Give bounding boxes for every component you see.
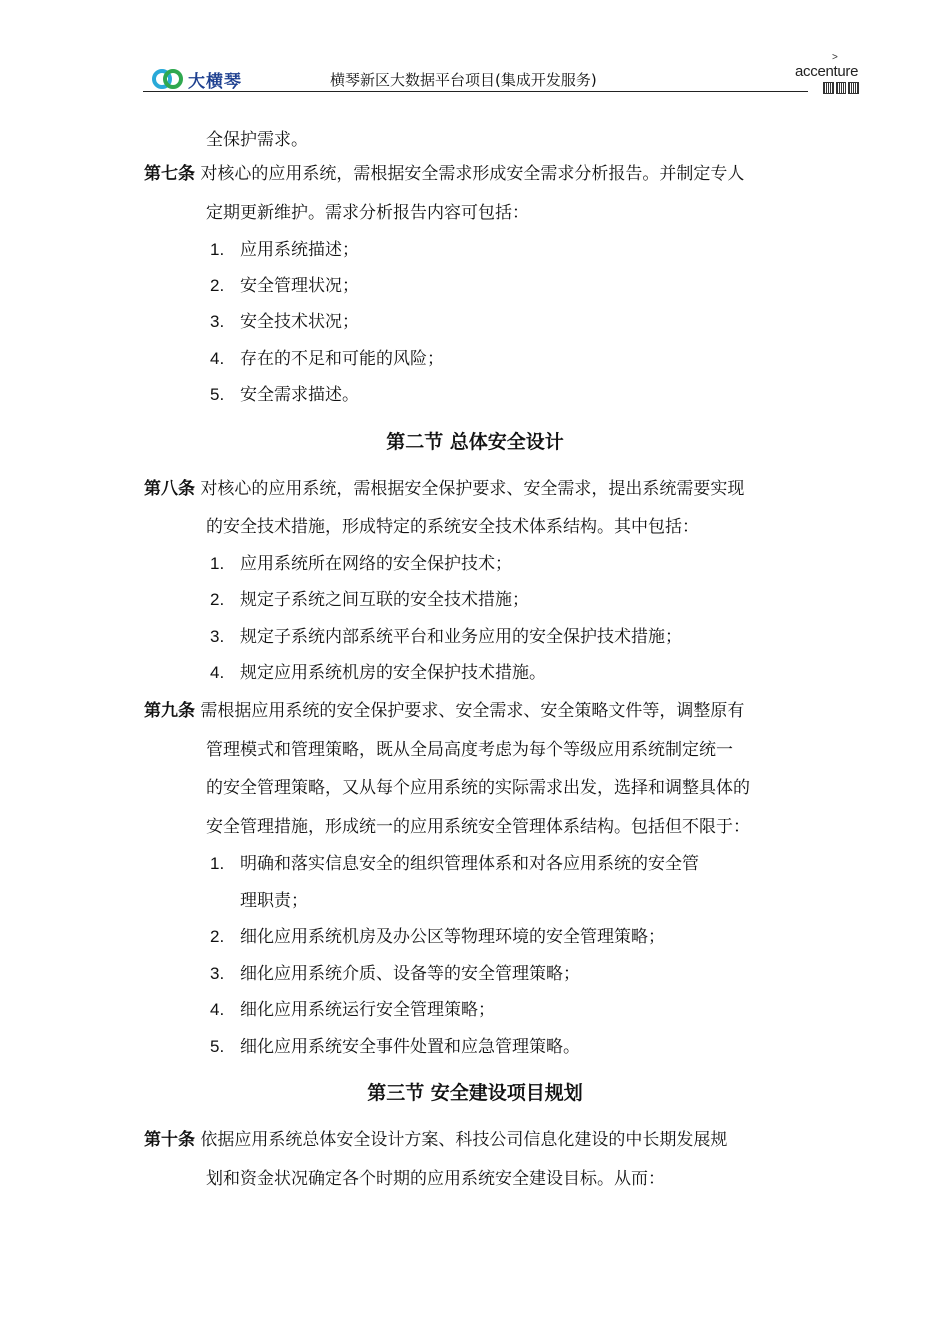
list-item-continuation: 理职责； (240, 891, 308, 911)
article-9-line-3: 的安全管理策略，又从每个应用系统的实际需求出发，选择和调整具体的 (206, 778, 750, 798)
article-8-line-1 (144, 478, 744, 500)
list-item: 细化应用系统运行安全管理策略； (240, 1000, 495, 1020)
hengqin-logo (152, 66, 242, 92)
list-number: 5. (210, 385, 225, 404)
article-8-line-2: 的安全技术措施，形成特定的系统安全技术体系结构。其中包括： (206, 517, 699, 537)
article-9-label: 第九条 (144, 701, 195, 721)
header-title: 横琴新区大数据平台项目(集成开发服务) (330, 71, 597, 89)
list-number: 2. (210, 276, 225, 295)
list-item: 安全管理状况； (240, 276, 359, 296)
list-item: 应用系统所在网络的安全保护技术； (240, 554, 512, 574)
list-number: 2. (210, 927, 225, 946)
article-10-text-1: 依据应用系统总体安全设计方案、科技公司信息化建设的中长期发展规 (200, 1130, 728, 1150)
accenture-logo-text: accenture (795, 63, 859, 80)
list-item: 安全需求描述。 (240, 385, 359, 405)
header-divider (143, 91, 808, 92)
list-number: 3. (210, 627, 225, 646)
list-number: 2. (210, 590, 225, 609)
article-7-label: 第七条 (144, 164, 195, 184)
list-item: 应用系统描述； (240, 240, 359, 260)
list-item: 细化应用系统介质、设备等的安全管理策略； (240, 964, 580, 984)
article-10-line-1 (144, 1129, 727, 1151)
list-number: 4. (210, 1000, 225, 1019)
list-item: 存在的不足和可能的风险； (240, 349, 444, 369)
list-item: 规定应用系统机房的安全保护技术措施。 (240, 663, 546, 683)
list-number: 1. (210, 554, 225, 573)
article-9-text-1: 需根据应用系统的安全保护要求、安全需求、安全策略文件等，调整原有 (200, 701, 745, 721)
page-header (0, 0, 950, 100)
article-7-line-1 (144, 163, 744, 185)
list-item: 规定子系统之间互联的安全技术措施； (240, 590, 529, 610)
list-number: 4. (210, 663, 225, 682)
article-7-text-1: 对核心的应用系统，需根据安全需求形成安全需求分析报告。并制定专人 (200, 164, 745, 184)
article-10-line-2: 划和资金状况确定各个时期的应用系统安全建设目标。从而： (206, 1169, 665, 1189)
article-7-line-2: 定期更新维护。需求分析报告内容可包括： (206, 203, 529, 223)
list-item: 安全技术状况； (240, 312, 359, 332)
article-9-line-4: 安全管理措施，形成统一的应用系统安全管理体系结构。包括但不限于： (206, 817, 750, 837)
article-8-text-1: 对核心的应用系统，需根据安全保护要求、安全需求，提出系统需要实现 (200, 479, 745, 499)
hengqin-logo-icon (152, 68, 184, 90)
intro-tail: 全保护需求。 (206, 130, 308, 150)
article-9-line-1 (144, 700, 744, 722)
hengqin-logo-text: 大横琴 (188, 71, 242, 92)
accenture-chinese-mark (823, 82, 859, 94)
list-item: 细化应用系统安全事件处置和应急管理策略。 (240, 1037, 580, 1057)
list-number: 5. (210, 1037, 225, 1056)
accenture-mark-icon: > (832, 52, 838, 63)
article-10-label: 第十条 (144, 1130, 195, 1150)
list-item: 细化应用系统机房及办公区等物理环境的安全管理策略； (240, 927, 665, 947)
list-number: 1. (210, 854, 225, 873)
list-item: 规定子系统内部系统平台和业务应用的安全保护技术措施； (240, 627, 682, 647)
list-number: 1. (210, 240, 225, 259)
list-number: 3. (210, 312, 225, 331)
list-number: 3. (210, 964, 225, 983)
article-8-label: 第八条 (144, 479, 195, 499)
list-number: 4. (210, 349, 225, 368)
section-3-title: 第三节 安全建设项目规划 (367, 1082, 583, 1104)
section-2-title: 第二节 总体安全设计 (386, 431, 564, 453)
list-item: 明确和落实信息安全的组织管理体系和对各应用系统的安全管 (240, 854, 699, 874)
article-9-line-2: 管理模式和管理策略，既从全局高度考虑为每个等级应用系统制定统一 (206, 740, 733, 760)
